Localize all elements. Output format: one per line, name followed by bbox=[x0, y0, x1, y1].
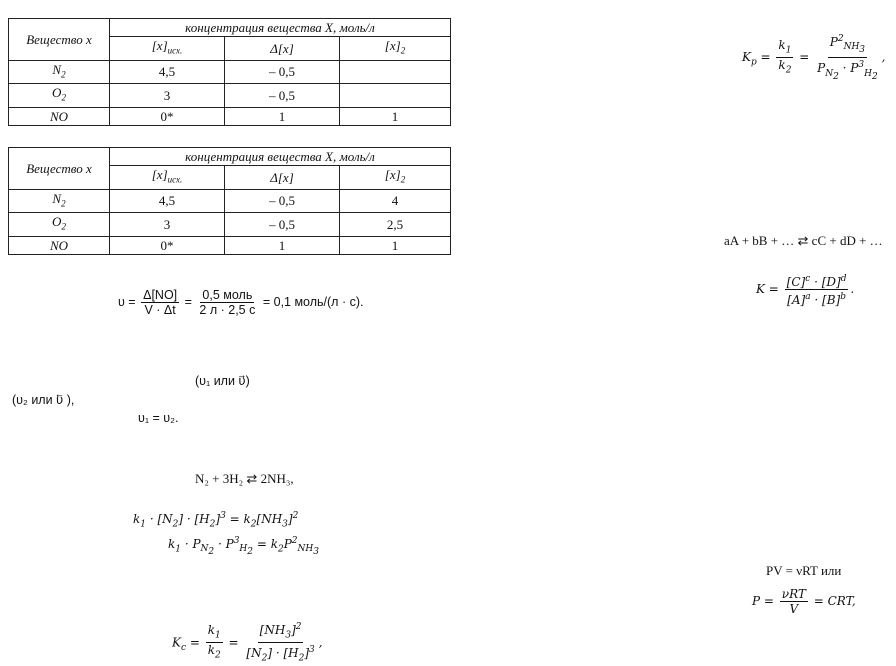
forward-rate-note: (υ₁ или υ⃗) bbox=[195, 374, 250, 388]
table1-col-init: $[x]_{исх.}$ bbox=[110, 37, 225, 61]
table-row bbox=[9, 84, 451, 108]
kc-formula: $K_c$ = $\frac{k_1}{k_2}$ = $\frac{[NH_3]^2}{[N_2] \cdot [H_2]^3}$ , bbox=[172, 622, 323, 664]
gas-law-line: PV = νRT или bbox=[766, 563, 842, 578]
table1-header-substance: Вещество x bbox=[9, 19, 110, 61]
table1-row-name: $N_2$ bbox=[9, 60, 110, 84]
reverse-rate-note: (υ₂ или υ⃖ ), bbox=[12, 393, 75, 407]
table2-header-group: концентрация вещества X, моль/л bbox=[110, 148, 451, 166]
table1-cell: 0* bbox=[110, 107, 225, 125]
table-row bbox=[9, 236, 451, 254]
table1-col-delta: Δ[x] bbox=[225, 37, 340, 61]
rate-fraction-1 bbox=[141, 288, 179, 317]
table1-cell bbox=[340, 84, 451, 108]
table1-cell: – 0,5 bbox=[225, 84, 340, 108]
table1-cell: 4,5 bbox=[110, 60, 225, 84]
equilibrium-concentration-equation: $k_1 \cdot [N_2] \cdot [H_2]^3 = k_2[NH_3]^2$ bbox=[133, 511, 299, 530]
rate-lhs: υ = bbox=[118, 294, 136, 309]
ammonia-reaction: N₂ + 3H₂ ⇄ 2NH₃, bbox=[195, 471, 294, 486]
equilibrium-pressure-equation: $k_1 \cdot P_{N_2} \cdot P^3_{H_2} = k_2P^2_{NH_3}$ bbox=[168, 536, 319, 558]
rate-formula: υ = $\frac{\Delta[NO]}{V \cdot \Delta t}$ = $\frac{\text{0,5 моль}}{2 л \cdot 2,5 с}$ = 0,1 моль/(л · с). bbox=[118, 288, 364, 317]
concentration-table-1 bbox=[8, 18, 451, 126]
concentration-table-2 bbox=[8, 147, 451, 255]
table2-cell: 2,5 bbox=[340, 213, 451, 237]
table-row bbox=[9, 213, 451, 237]
gas-law-pressure: P = $\frac{\text{νRT}}{V}$ = CRT, bbox=[752, 587, 856, 616]
table-row bbox=[9, 60, 451, 84]
rate-f2-den: 2 л · 2,5 с bbox=[199, 303, 256, 317]
table1-cell: 3 bbox=[110, 84, 225, 108]
table1-cell: 1 bbox=[340, 107, 451, 125]
table2-cell: – 0,5 bbox=[225, 189, 340, 213]
rate-equality: υ₁ = υ₂. bbox=[138, 411, 179, 425]
table2-cell: 1 bbox=[340, 236, 451, 254]
table1-row-name: $O_2$ bbox=[9, 84, 110, 108]
rate-f1-den: V · Δt bbox=[144, 303, 176, 317]
rate-fraction-2 bbox=[197, 288, 257, 317]
table2-cell: 3 bbox=[110, 213, 225, 237]
table1-header-group: концентрация вещества X, моль/л bbox=[110, 19, 451, 37]
table1-col-final: $[x]_2$ bbox=[340, 37, 451, 61]
general-k-formula: K = $\frac{[C]^c \cdot [D]^d}{[A]^a \cdot [B]^b}$ . bbox=[756, 274, 855, 307]
table2-row-name: NO bbox=[9, 236, 110, 254]
table2-row-name: $N_2$ bbox=[9, 189, 110, 213]
rate-result: = 0,1 моль/(л · с). bbox=[262, 294, 364, 309]
table1-cell bbox=[340, 60, 451, 84]
table2-cell: 4,5 bbox=[110, 189, 225, 213]
table2-cell: 4 bbox=[340, 189, 451, 213]
table2-col-final: $[x]_2$ bbox=[340, 166, 451, 190]
table2-header-substance: Вещество x bbox=[9, 148, 110, 190]
table2-col-init: $[x]_{исх.}$ bbox=[110, 166, 225, 190]
table2-col-delta: Δ[x] bbox=[225, 166, 340, 190]
table-row bbox=[9, 189, 451, 213]
rate-f2-num: 0,5 моль bbox=[202, 288, 253, 302]
table2-row-name: $O_2$ bbox=[9, 213, 110, 237]
table2-cell: – 0,5 bbox=[225, 213, 340, 237]
table2-cell: 1 bbox=[225, 236, 340, 254]
table1-cell: – 0,5 bbox=[225, 60, 340, 84]
table2-cell: 0* bbox=[110, 236, 225, 254]
table1-row-name: NO bbox=[9, 107, 110, 125]
general-reaction: aA + bB + … ⇄ cC + dD + … bbox=[724, 233, 883, 248]
kp-formula: $K_p$ = $\frac{k_1}{k_2}$ = $\frac{P^2_{NH_3}}{P_{N_2} \cdot P^3_{H_2}}$ , bbox=[742, 34, 886, 82]
table-row bbox=[9, 107, 451, 125]
rate-f1-num: Δ[NO] bbox=[143, 288, 178, 302]
table1-cell: 1 bbox=[225, 107, 340, 125]
